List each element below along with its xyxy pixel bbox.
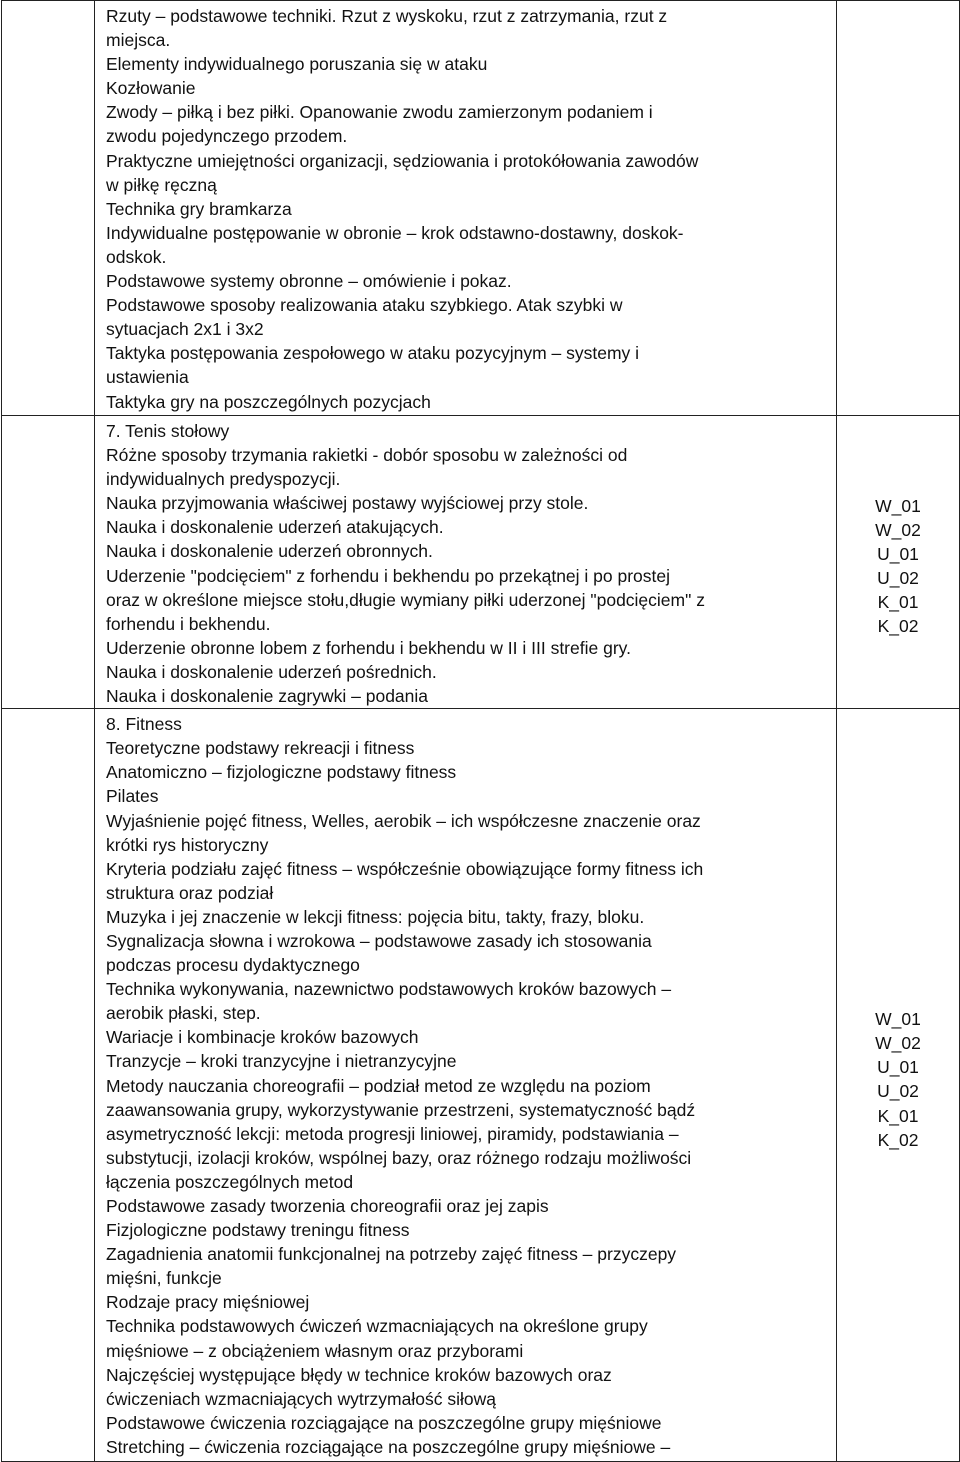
- text-line: Elementy indywidualnego poruszania się w ataku: [106, 54, 488, 75]
- text-line: substytucji, izolacji kroków, wspólnej bazy, oraz różnego rodzaju możliwości: [106, 1147, 692, 1168]
- content-lines: [95, 709, 836, 1459]
- table-row-fitness: [2, 709, 960, 1462]
- text-line: odskok.: [106, 246, 167, 267]
- text-line: Rodzaje pracy mięśniowej: [106, 1292, 310, 1313]
- text-line: zaawansowania grupy, wykorzystywanie przestrzeni, systematyczność bądź: [106, 1099, 696, 1120]
- text-line: Zagadnienia anatomii funkcjonalnej na potrzeby zajęć fitness – przyczepy: [106, 1244, 677, 1265]
- text-line: Metody nauczania choreografii – podział metod ze względu na poziom: [106, 1075, 651, 1096]
- text-line: Technika wykonywania, nazewnictwo podstawowych kroków bazowych –: [106, 979, 672, 1000]
- outcome-code: W_01: [875, 496, 921, 516]
- outcome-code: W_01: [875, 1009, 921, 1030]
- outcome-code: K_02: [877, 616, 919, 637]
- text-line: Podstawowe ćwiczenia rozciągające na poszczególne grupy mięśniowe: [106, 1412, 662, 1433]
- text-line: Teoretyczne podstawy rekreacji i fitness: [106, 738, 415, 759]
- text-line: 7. Tenis stołowy: [106, 421, 230, 441]
- text-line: oraz w określone miejsce stołu,długie wymiany piłki uderzonej "podcięciem" z: [106, 589, 705, 610]
- content-cell: [95, 709, 837, 1462]
- text-line: Fizjologiczne podstawy treningu fitness: [106, 1220, 410, 1241]
- empty-cell: [2, 1, 95, 416]
- text-line: Nauka i doskonalenie zagrywki – podania: [106, 686, 429, 707]
- text-line: Podstawowe sposoby realizowania ataku szybkiego. Atak szybki w: [106, 295, 623, 316]
- content-lines: [95, 1, 836, 414]
- text-line: Uderzenie "podcięciem" z forhendu i bekhendu po przekątnej i po prostej: [106, 565, 671, 586]
- text-line: ćwiczeniach wzmacniających wytrzymałość siłową: [106, 1388, 496, 1409]
- text-line: Stretching – ćwiczenia rozciągające na poszczególne grupy mięśniowe –: [106, 1436, 671, 1457]
- content-cell: [95, 416, 837, 709]
- text-line: podczas procesu dydaktycznego: [106, 955, 360, 976]
- text-line: miejsca.: [106, 30, 171, 51]
- text-line: krótki rys historyczny: [106, 834, 269, 855]
- text-line: Indywidualne postępowanie w obronie – krok odstawno-dostawny, doskok-: [106, 222, 684, 243]
- text-line: forhendu i bekhendu.: [106, 613, 271, 634]
- text-line: ustawienia: [106, 367, 189, 388]
- text-line: struktura oraz podział: [106, 882, 274, 903]
- outcome-code: U_01: [877, 1057, 919, 1078]
- text-line: mięśni, funkcje: [106, 1268, 222, 1289]
- text-line: Praktyczne umiejętności organizacji, sędziowania i protokółowania zawodów: [106, 150, 699, 171]
- learning-outcome-codes: [837, 416, 959, 639]
- text-line: Pilates: [106, 786, 159, 807]
- table-row-table-tennis: [2, 416, 960, 709]
- text-line: Kozłowanie: [106, 78, 196, 99]
- outcome-code: K_01: [877, 1105, 919, 1126]
- text-line: aerobik płaski, step.: [106, 1003, 261, 1024]
- outcome-code: U_01: [877, 544, 919, 565]
- outcome-code: K_01: [877, 592, 919, 613]
- text-line: Technika podstawowych ćwiczeń wzmacniających na określone grupy: [106, 1316, 648, 1337]
- text-line: Najczęściej występujące błędy w technice kroków bazowych oraz: [106, 1364, 612, 1385]
- text-line: sytuacjach 2x1 i 3x2: [106, 319, 264, 340]
- learning-outcome-codes: [837, 709, 959, 1152]
- text-line: Różne sposoby trzymania rakietki - dobór sposobu w zależności od: [106, 445, 628, 466]
- text-line: Uderzenie obronne lobem z forhendu i bekhendu w II i III strefie gry.: [106, 637, 631, 658]
- text-line: Nauka i doskonalenie uderzeń pośrednich.: [106, 661, 437, 682]
- text-line: Zwody – piłką i bez piłki. Opanowanie zwodu zamierzonym podaniem i: [106, 102, 653, 123]
- text-line: asymetryczność lekcji: metoda progresji liniowej, piramidy, podstawiania –: [106, 1123, 679, 1144]
- text-line: łączenia poszczególnych metod: [106, 1171, 354, 1192]
- empty-cell: [2, 709, 95, 1462]
- codes-cell: [837, 1, 960, 416]
- outcome-code: U_02: [877, 1081, 919, 1102]
- text-line: indywidualnych predyspozycji.: [106, 469, 341, 490]
- content-cell: [95, 1, 837, 416]
- text-line: Sygnalizacja słowna i wzrokowa – podstawowe zasady ich stosowania: [106, 930, 652, 951]
- outcome-code: U_02: [877, 568, 919, 589]
- text-line: Podstawowe systemy obronne – omówienie i pokaz.: [106, 271, 512, 292]
- text-line: Kryteria podziału zajęć fitness – współcześnie obowiązujące formy fitness ich: [106, 858, 704, 879]
- text-line: 8. Fitness: [106, 714, 182, 735]
- text-line: Podstawowe zasady tworzenia choreografii oraz jej zapis: [106, 1196, 549, 1216]
- codes-cell: [837, 416, 960, 709]
- table-row-handball: [2, 1, 960, 416]
- text-line: Anatomiczno – fizjologiczne podstawy fitness: [106, 762, 457, 783]
- text-line: w piłkę ręczną: [106, 174, 217, 195]
- text-line: Rzuty – podstawowe techniki. Rzut z wyskoku, rzut z zatrzymania, rzut z: [106, 6, 668, 26]
- codes-cell: [837, 709, 960, 1462]
- syllabus-table: [1, 0, 960, 1462]
- text-line: Nauka i doskonalenie uderzeń atakujących.: [106, 517, 444, 538]
- text-line: Wariacje i kombinacje kroków bazowych: [106, 1027, 419, 1048]
- text-line: zwodu pojedynczego przodem.: [106, 126, 348, 147]
- outcome-code: W_02: [875, 520, 921, 541]
- empty-cell: [2, 416, 95, 709]
- text-line: Taktyka gry na poszczególnych pozycjach: [106, 391, 431, 412]
- text-line: mięśniowe – z obciążeniem własnym oraz przyborami: [106, 1340, 524, 1361]
- content-lines: [95, 416, 836, 708]
- text-line: Nauka i doskonalenie uderzeń obronnych.: [106, 541, 433, 562]
- text-line: Technika gry bramkarza: [106, 198, 292, 219]
- outcome-code: K_02: [877, 1129, 919, 1150]
- text-line: Taktyka postępowania zespołowego w ataku pozycyjnym – systemy i: [106, 343, 640, 364]
- text-line: Muzyka i jej znaczenie w lekcji fitness: pojęcia bitu, takty, frazy, bloku.: [106, 906, 645, 927]
- text-line: Tranzycje – kroki tranzycyjne i nietranzycyjne: [106, 1051, 457, 1072]
- text-line: Nauka przyjmowania właściwej postawy wyjściowej przy stole.: [106, 493, 589, 514]
- text-line: Wyjaśnienie pojęć fitness, Welles, aerobik – ich współczesne znaczenie oraz: [106, 810, 701, 831]
- outcome-code: W_02: [875, 1033, 921, 1054]
